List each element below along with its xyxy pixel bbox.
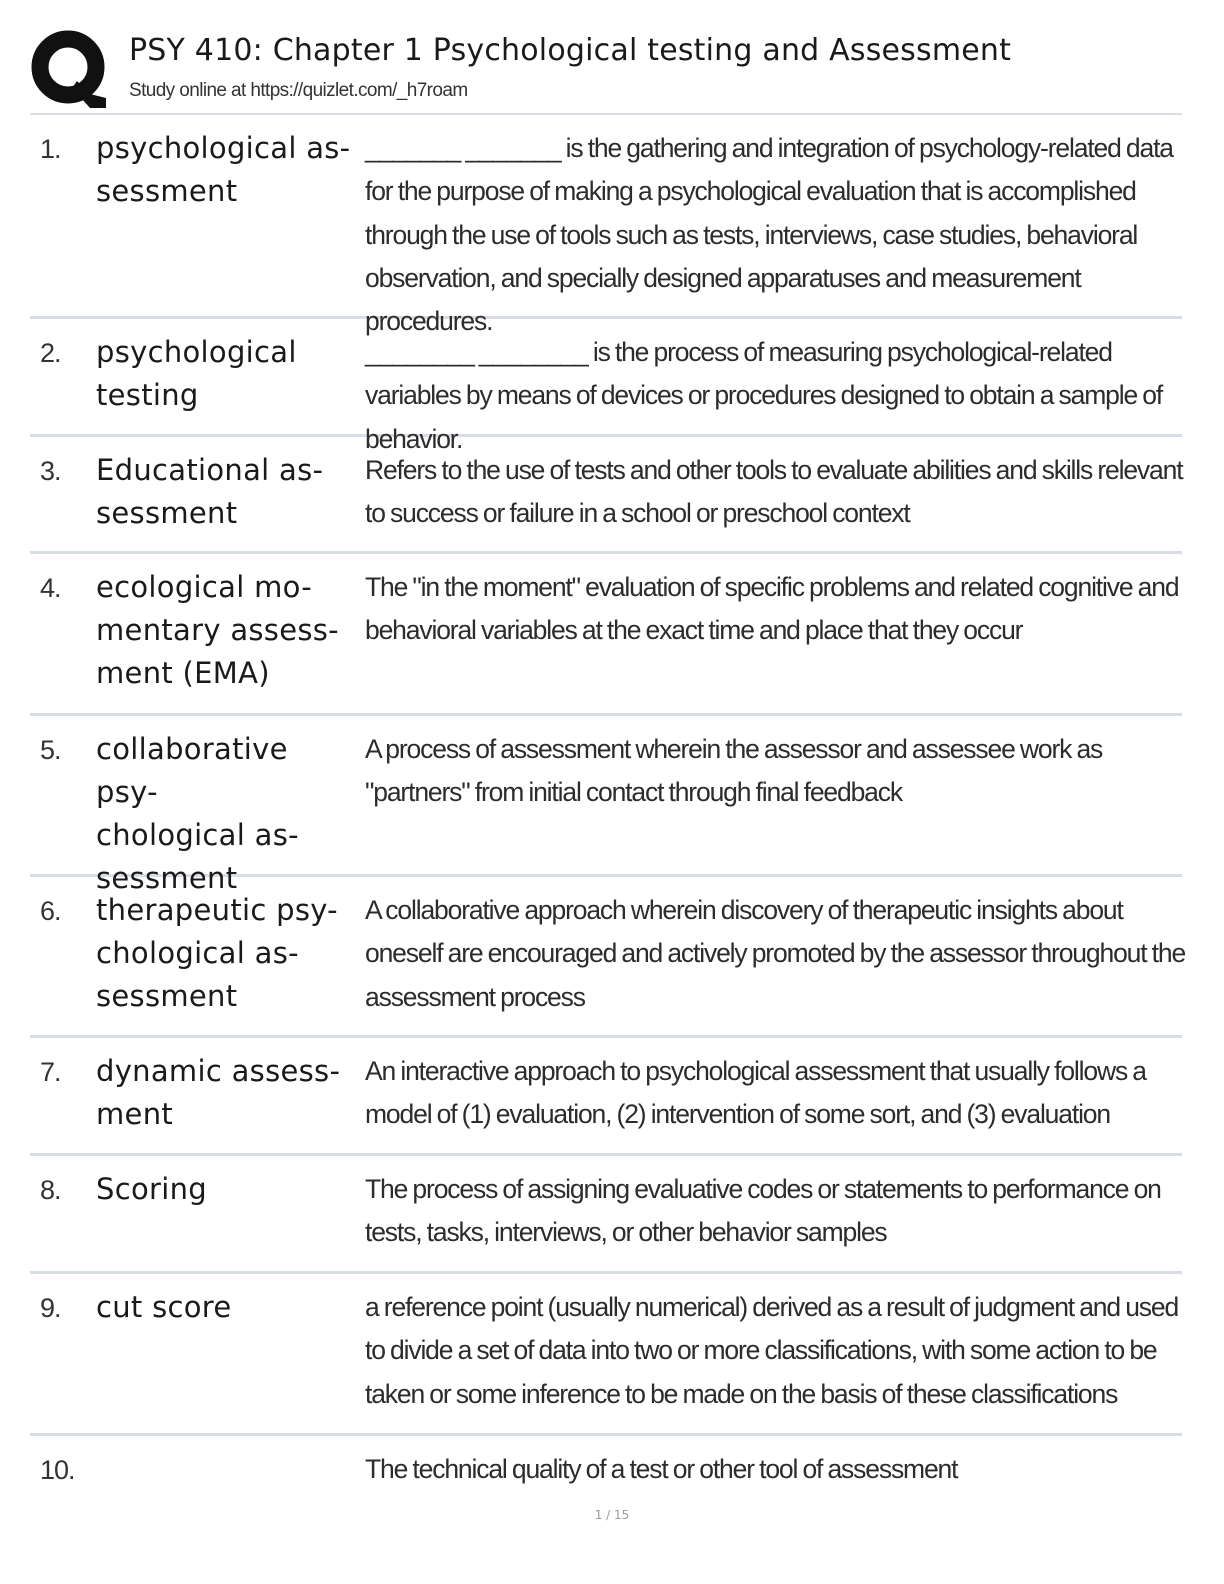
row-number: 6. [40, 896, 61, 926]
flashcard-row [30, 554, 1182, 716]
term: cut score [96, 1290, 232, 1324]
row-number: 10. [40, 1455, 75, 1485]
flashcard-row [30, 1274, 1182, 1436]
page-title: PSY 410: Chapter 1 Psychological testing and Assessment [129, 33, 1012, 68]
definition: The technical quality of a test or other tool of assessment [365, 1454, 958, 1484]
definition: An interactive approach to psychological assessment that usually follows a model of (1) evaluation, (2) intervention of some sort, and (3) evaluation [365, 1056, 1146, 1130]
page-number: 1 / 15 [594, 1508, 630, 1522]
definition: The "in the moment" evaluation of specific problems and related cognitive and behavioral variables at the exact time and place that they occur [365, 572, 1179, 646]
row-number: 9. [40, 1293, 61, 1323]
term: psychological testing [96, 335, 297, 412]
row-number: 3. [40, 456, 61, 486]
quizlet-logo-icon [30, 30, 108, 108]
study-link[interactable]: Study online at https://quizlet.com/_h7roam [129, 80, 468, 101]
term: Scoring [96, 1172, 207, 1206]
definition: A collaborative approach wherein discovery of therapeutic insights about oneself are encouraged and actively promoted by the assessor throughout the assessment process [365, 895, 1186, 1012]
flashcard-row [30, 877, 1186, 1038]
term: therapeutic psy- chological as- sessment [96, 893, 338, 1013]
term: psychological as- sessment [96, 131, 351, 208]
row-number: 4. [40, 573, 61, 603]
flashcard-row [30, 716, 1182, 895]
row-number: 2. [40, 338, 61, 368]
flashcard-row [30, 319, 1182, 454]
flashcard-row [30, 1156, 1182, 1274]
row-number: 7. [40, 1057, 61, 1087]
definition: a reference point (usually numerical) derived as a result of judgment and used to divide a set of data into two or more classifications, with some action to be taken or some inference to be made on the basis of these classifications [365, 1292, 1179, 1409]
flashcard-row [30, 437, 1182, 554]
definition: The process of assigning evaluative codes or statements to performance on tests, tasks, interviews, or other behavior samples [365, 1174, 1161, 1248]
term: ecological mo- mentary assess- ment (EMA) [96, 570, 339, 690]
term: collaborative psy- chological as- sessment [96, 732, 299, 895]
flashcard-list [30, 115, 1186, 1506]
flashcard-row [30, 115, 1182, 337]
term: Educational as- sessment [96, 453, 324, 530]
flashcard-row [30, 1038, 1182, 1156]
row-number: 5. [40, 735, 61, 765]
definition: Refers to the use of tests and other tools to evaluate abilities and skills relevant to success or failure in a school or preschool context [365, 455, 1183, 529]
definition: ________ ________ is the process of measuring psychological-related variables by means of devices or procedures designed to obtain a sample of behavior. [365, 337, 1163, 454]
term: dynamic assess- ment [96, 1054, 341, 1131]
row-number: 1. [40, 134, 61, 164]
row-number: 8. [40, 1175, 61, 1205]
flashcard-row [30, 1436, 1182, 1506]
definition: A process of assessment wherein the assessor and assessee work as "partners" from initial contact through final feedback [365, 734, 1103, 808]
definition: _______ _______ is the gathering and integration of psychology-related data for the purpose of making a psychological evaluation that is accomplished through the use of tools such as tests, interviews, case studies, behavioral observation, and specially designed apparatuses and measurement procedures. [365, 133, 1173, 337]
